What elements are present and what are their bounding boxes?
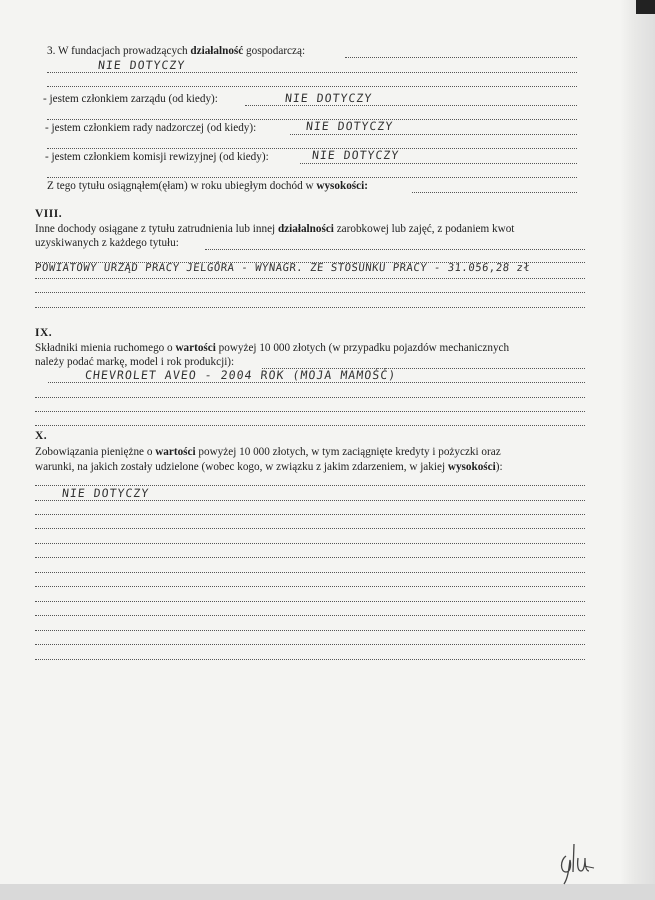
section-ix-answer: CHEVROLET AVEO - 2004 ROK (MOJA MAMOŚĆ)	[84, 368, 397, 382]
audit-answer: NIE DOTYCZY	[311, 148, 400, 162]
section-ix-dotted-line-3	[35, 411, 585, 412]
section-x-dotted-line-12	[35, 644, 585, 645]
section-ix-line2: należy podać markę, model i rok produkcji):	[35, 356, 235, 368]
scan-bottom-edge	[0, 884, 655, 900]
audit-answer-line	[300, 163, 577, 164]
income-prefix: Z tego tytułu osiągnąłem(ęłam) w roku ubiegłym dochód w	[47, 180, 314, 192]
section-ix-dotted-line-2	[35, 397, 585, 398]
section-x-dotted-line-5	[35, 543, 585, 544]
q3-suffix: gospodarczą:	[246, 45, 306, 57]
section-x-line1-bold: wartości	[155, 446, 196, 458]
scan-shadow-edge	[620, 0, 655, 900]
section-viii-line2: uzyskiwanych z każdego tytułu:	[35, 237, 179, 249]
signature-initials	[556, 838, 596, 886]
income-label	[47, 180, 368, 193]
section-viii-line1-prefix: Inne dochody osiągane z tytułu zatrudnienia lub innej	[35, 223, 276, 235]
income-bold: wysokości:	[316, 180, 368, 192]
section-viii-dotted-line-2	[35, 278, 585, 279]
section-viii-dotted-line-4	[35, 307, 585, 308]
section-viii-line1-bold: działalności	[277, 223, 334, 235]
q3-label	[47, 45, 305, 58]
section-x-heading: X.	[35, 430, 48, 442]
section-ix-line1-suffix: powyżej 10 000 złotych (w przypadku pojazdów mechanicznych	[218, 342, 510, 354]
section-x-line2-suffix: ):	[495, 461, 503, 473]
section-ix-line1-bold: wartości	[175, 342, 216, 354]
section-x-line2-bold: wysokości	[447, 461, 496, 473]
section-x-line1-suffix: powyżej 10 000 złotych, w tym zaciągnięte kredyty i pożyczki oraz	[198, 446, 501, 458]
section-x-dotted-line-3	[35, 514, 585, 515]
board-label: - jestem członkiem zarządu (od kiedy):	[43, 93, 218, 105]
section-x-line2-prefix: warunki, na jakich zostały udzielone (wobec kogo, w związku z jakim zdarzeniem, w jakiej	[35, 461, 446, 473]
section-ix-line1	[35, 342, 509, 355]
section-x-dotted-line-4	[35, 528, 585, 529]
q3-bold: działalność	[190, 45, 244, 57]
section-x-dotted-line-7	[35, 572, 585, 573]
q3-answer: NIE DOTYCZY	[97, 58, 186, 72]
board-answer-line	[245, 105, 577, 106]
section-ix-answer-line	[48, 382, 585, 383]
section-x-answer-line	[35, 500, 585, 501]
section-viii-dotted-line-3	[35, 292, 585, 293]
q3-dotted-line	[345, 57, 577, 58]
q3-answer-line	[47, 72, 577, 73]
section-viii-line2-dots	[205, 249, 585, 250]
section-viii-heading: VIII.	[35, 208, 63, 220]
section-ix-line1-prefix: Składniki mienia ruchomego o	[35, 342, 173, 354]
section-viii-line1	[35, 223, 514, 236]
board-answer: NIE DOTYCZY	[284, 91, 373, 105]
section-x-dotted-line-6	[35, 557, 585, 558]
section-viii-answer: POWIATOWY URZĄD PRACY JELGÓRA - WYNAGR. ZE STOSUNKU PRACY - 31.056,28 zł	[34, 262, 531, 274]
section-x-dotted-line-11	[35, 630, 585, 631]
audit-extra-line	[47, 177, 577, 178]
income-answer-line	[412, 192, 577, 193]
supervisory-label: - jestem członkiem rady nadzorczej (od kiedy):	[45, 122, 257, 134]
section-x-dotted-line-9	[35, 601, 585, 602]
scan-corner-mark	[636, 0, 655, 14]
section-x-line1-prefix: Zobowiązania pieniężne o	[35, 446, 153, 458]
supervisory-answer-line	[290, 134, 577, 135]
q3-prefix: 3. W fundacjach prowadzących	[47, 45, 188, 57]
section-x-dotted-line-8	[35, 586, 585, 587]
section-x-line1	[35, 446, 501, 459]
q3-extra-line	[47, 86, 577, 87]
section-x-dotted-line-10	[35, 615, 585, 616]
section-ix-heading: IX.	[35, 327, 53, 339]
supervisory-answer: NIE DOTYCZY	[305, 119, 394, 133]
section-ix-dotted-line-4	[35, 425, 585, 426]
section-x-dotted-line-13	[35, 659, 585, 660]
section-x-line2	[35, 461, 503, 474]
section-x-answer: NIE DOTYCZY	[61, 486, 150, 500]
section-viii-line1-suffix: zarobkowej lub zajęć, z podaniem kwot	[336, 223, 515, 235]
audit-label: - jestem członkiem komisji rewizyjnej (od kiedy):	[45, 151, 269, 163]
